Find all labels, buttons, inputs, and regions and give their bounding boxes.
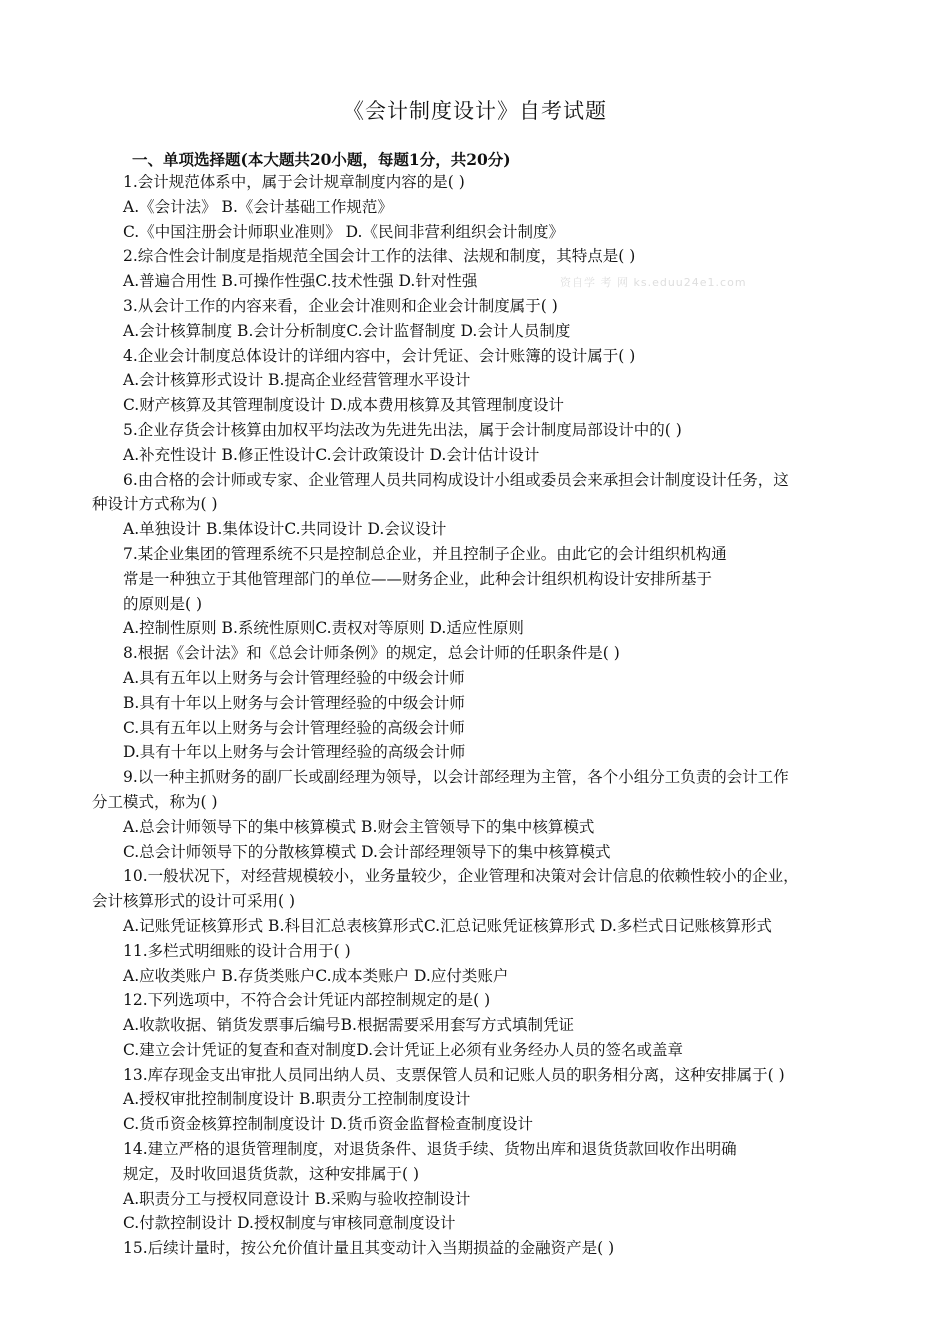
text-line: 常是一种独立于其他管理部门的单位——财务企业，此种会计组织机构设计安排所基于: [123, 569, 713, 588]
text-line: C.具有五年以上财务与会计管理经验的高级会计师: [123, 718, 465, 737]
section-header: 一、单项选择题(本大题共20小题，每题1分，共20分): [132, 150, 511, 169]
text-line: A.总会计师领导下的集中核算模式 B.财会主管领导下的集中核算模式: [123, 817, 595, 836]
text-line: A.会计核算形式设计 B.提高企业经营管理水平设计: [123, 371, 471, 390]
text-line: C.货币资金核算控制制度设计 D.货币资金监督检查制度设计: [123, 1115, 533, 1134]
text-line: 9.以一种主抓财务的副厂长或副经理为领导，以会计部经理为主管，各个小组分工负责的会计工作: [123, 768, 789, 787]
text-line: A.《会计法》 B.《会计基础工作规范》: [123, 197, 393, 216]
text-line: A.授权审批控制制度设计 B.职责分工控制制度设计: [123, 1090, 471, 1109]
text-line: 15.后续计量时，按公允价值计量且其变动计入当期损益的金融资产是( ): [123, 1239, 615, 1258]
text-line: A.补充性设计 B.修正性设计C.会计政策设计 D.会计估计设计: [123, 445, 540, 464]
text-line: 7.某企业集团的管理系统不只是控制总企业，并且控制子企业。由此它的会计组织机构通: [123, 544, 727, 563]
text-line: 4.企业会计制度总体设计的详细内容中，会计凭证、会计账簿的设计属于( ): [123, 346, 636, 365]
text-line: C.《中国注册会计师职业准则》 D.《民间非营利组织会计制度》: [123, 222, 564, 241]
text-line: 3.从会计工作的内容来看，企业会计准则和企业会计制度属于( ): [123, 296, 558, 315]
text-line: 分工模式，称为( ): [92, 792, 218, 811]
text-line: 11.多栏式明细账的设计合用于( ): [123, 941, 351, 960]
text-line: A.职责分工与授权同意设计 B.采购与验收控制设计: [123, 1189, 471, 1208]
text-line: A.记账凭证核算形式 B.科目汇总表核算形式C.汇总记账凭证核算形式 D.多栏式日记账核算形式: [123, 916, 772, 935]
text-line: 10.一般状况下，对经营规模较小，业务量较少，企业管理和决策对会计信息的依赖性较小的企业，: [123, 867, 799, 886]
text-line: A.会计核算制度 B.会计分析制度C.会计监督制度 D.会计人员制度: [123, 321, 571, 340]
text-line: A.普遍合用性 B.可操作性强C.技术性强 D.针对性强: [123, 272, 478, 291]
text-line: 1.会计规范体系中，属于会计规章制度内容的是( ): [123, 173, 465, 191]
text-line: A.单独设计 B.集体设计C.共同设计 D.会议设计: [123, 520, 447, 539]
text-line: 会计核算形式的设计可采用( ): [92, 892, 296, 911]
text-line: 的原则是( ): [123, 594, 203, 613]
text-line: D.具有十年以上财务与会计管理经验的高级会计师: [123, 743, 466, 762]
text-line: 2.综合性会计制度是指规范全国会计工作的法律、法规和制度，其特点是( ): [123, 247, 636, 266]
text-line: 13.库存现金支出审批人员同出纳人员、支票保管人员和记账人员的职务相分离，这种安排属于( ): [123, 1065, 785, 1084]
text-line: 8.根据《会计法》和《总会计师条例》的规定，总会计师的任职条件是( ): [123, 644, 620, 663]
text-line: C.付款控制设计 D.授权制度与审核同意制度设计: [123, 1214, 456, 1233]
document-title: 《会计制度设计》自考试题: [343, 99, 607, 123]
text-line: 5.企业存货会计核算由加权平均法改为先进先出法，属于会计制度局部设计中的( ): [123, 420, 682, 439]
text-line: 14.建立严格的退货管理制度，对退货条件、退货手续、货物出库和退货货款回收作出明确: [123, 1140, 737, 1159]
text-line: 12.下列选项中，不符合会计凭证内部控制规定的是( ): [123, 991, 491, 1010]
watermark: 资自学 考 网 ks.eduu24e1.com: [560, 276, 747, 289]
text-line: 6.由合格的会计师或专家、企业管理人员共同构成设计小组或委员会来承担会计制度设计任务，这: [123, 470, 789, 489]
question-list: [92, 170, 852, 1261]
text-line: B.具有十年以上财务与会计管理经验的中级会计师: [123, 693, 465, 712]
text-line: A.控制性原则 B.系统性原则C.责权对等原则 D.适应性原则: [123, 619, 524, 638]
text-line: A.应收类账户 B.存货类账户C.成本类账户 D.应付类账户: [123, 966, 509, 985]
text-line: A.具有五年以上财务与会计管理经验的中级会计师: [123, 668, 465, 687]
text-line: A.收款收据、销货发票事后编号B.根据需要采用套写方式填制凭证: [123, 1016, 574, 1035]
text-line: C.总会计师领导下的分散核算模式 D.会计部经理领导下的集中核算模式: [123, 842, 611, 861]
text-line: C.建立会计凭证的复查和查对制度D.会计凭证上必须有业务经办人员的签名或盖章: [123, 1040, 684, 1059]
text-line: 规定，及时收回退货货款，这种安排属于( ): [123, 1164, 420, 1183]
text-line: C.财产核算及其管理制度设计 D.成本费用核算及其管理制度设计: [123, 396, 564, 415]
text-line: 种设计方式称为( ): [92, 495, 218, 514]
